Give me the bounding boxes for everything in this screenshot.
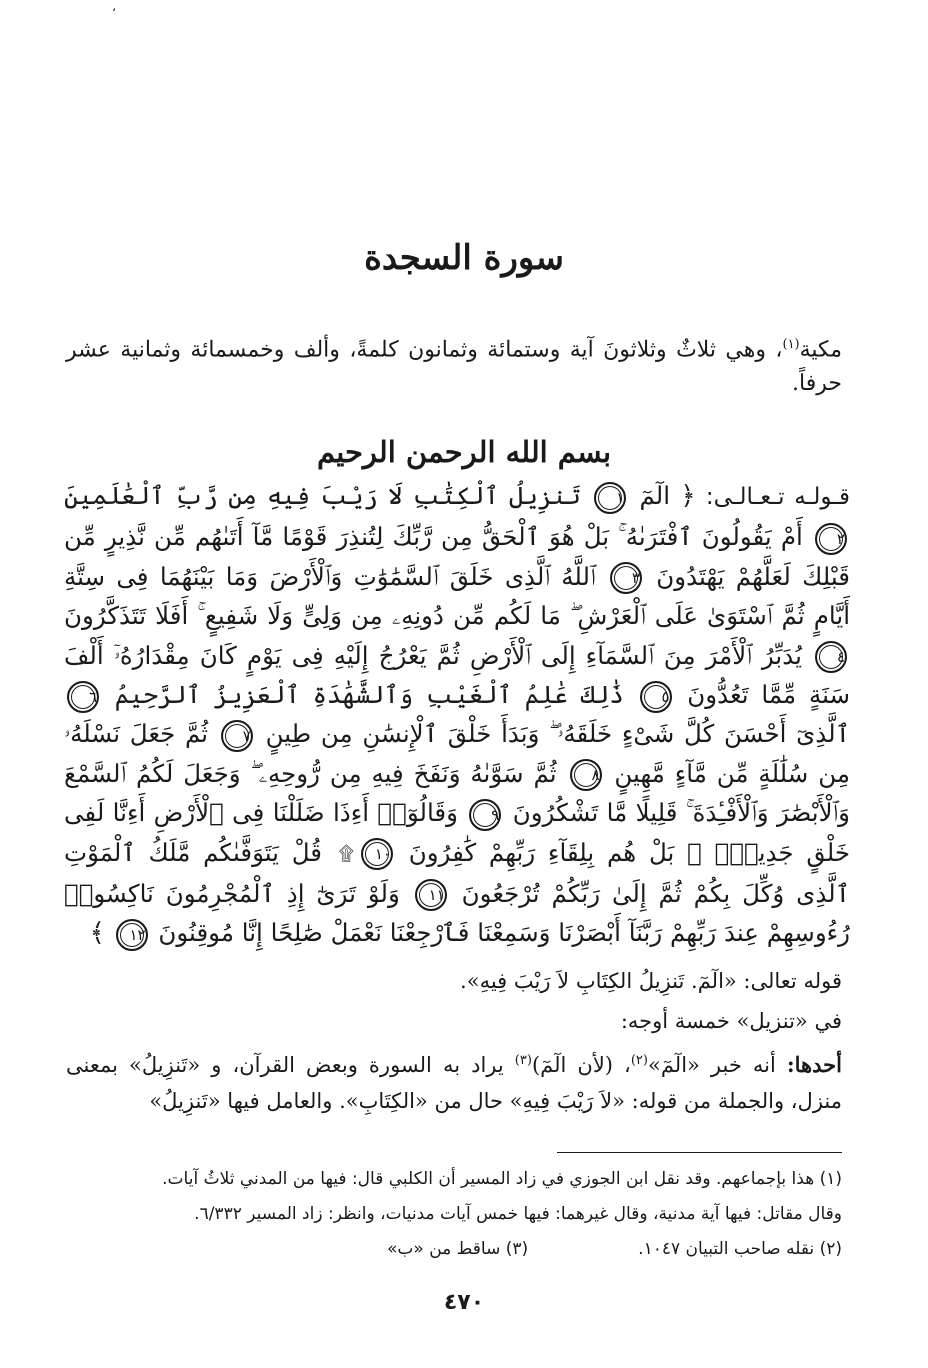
ayah-number-marker: ١١ bbox=[415, 879, 447, 911]
footnote-1-num: (١) bbox=[819, 1169, 842, 1189]
ayah-number-marker: ٥ bbox=[640, 681, 672, 713]
ayah-number-marker: ١ bbox=[594, 482, 626, 514]
footnote-2-num: (٢) bbox=[819, 1239, 842, 1259]
open-bracket: ﴿ bbox=[680, 481, 696, 511]
ayah-text: ٱللَّهُ ٱلَّذِى خَلَقَ ٱلسَّمَٰوَٰتِ وَٱلْأَرْضَ وَمَا بَيْنَهُمَا فِى سِتَّةِ أَيَّامٍ ثُمَّ ٱسْتَوَىٰ عَلَى ٱلْعَرْشِ ۖ مَا لَكُم مِّن دُونِهِۦ مِن وَلِىٍّ وَلَا شَفِيعٍ ۚ أَفَلَا تَتَذَكَّرُونَ bbox=[64, 561, 850, 631]
ayah-number-marker: ٢ bbox=[815, 523, 847, 555]
ayah-text: قُلْ يَتَوَفَّىٰكُم مَّلَكُ ٱلْمَوْتِ ٱلَّذِى وُكِّلَ بِكُمْ ثُمَّ إِلَىٰ رَبِّكُمْ تُرْجَعُونَ bbox=[64, 837, 850, 908]
intro-rest: ، وهي ثلاثٌ وثلاثونَ آية وستمائة وثمانون كلمةً، وألف وخمسمائة وثمانية عشر حرفاً. bbox=[66, 337, 842, 397]
ayah-text: وَلَوْ تَرَىٰٓ إِذِ ٱلْمُجْرِمُونَ نَاكِسُوا۟ رُءُوسِهِمْ عِندَ رَبِّهِمْ رَبَّنَآ أَبْصَرْنَا وَسَمِعْنَا فَٱرْجِعْنَا نَعْمَلْ صَٰلِحًا إِنَّا مُوقِنُونَ bbox=[64, 878, 850, 948]
ayah-number-marker: ٦ bbox=[67, 681, 99, 713]
ayah-text: الٓمٓ bbox=[629, 481, 671, 510]
ayah-text: ذَٰلِكَ عَٰلِمُ ٱلْغَيْبِ وَٱلشَّهَٰدَةِ ٱلْعَزِيزُ ٱلرَّحِيمُ bbox=[102, 680, 624, 710]
ayah-text: أَمْ يَقُولُونَ ٱفْتَرَىٰهُ ۚ بَلْ هُوَ ٱلْحَقُّ مِن رَّبِّكَ لِتُنذِرَ قَوْمًا مَّآ أَتَىٰهُم مِّن نَّذِيرٍ مِّن قَبْلِكَ لَعَلَّهُمْ يَهْتَدُونَ bbox=[64, 522, 850, 591]
footnote-ref-3: (٣) bbox=[514, 1053, 532, 1068]
ayah-number-marker: ٨ bbox=[570, 759, 602, 791]
corner-mark: ، bbox=[112, 0, 116, 14]
ayah-number-marker: ١٠ bbox=[361, 838, 393, 870]
intro-paragraph bbox=[66, 328, 842, 401]
commentary-first-aspect bbox=[66, 1043, 842, 1119]
footnote-3-text: ساقط من «ب» bbox=[386, 1239, 501, 1259]
ayah-number-marker: ٣ bbox=[610, 562, 642, 594]
commentary-aspects: في «تنزيل» خمسة أوجه: bbox=[620, 1009, 842, 1033]
footnote-1 bbox=[100, 1162, 842, 1197]
footnote-1-text: هذا بإجماعهم. وقد نقل ابن الجوزي في زاد المسير أن الكلبي قال: فيها من المدني ثلاثُ آيات. bbox=[162, 1169, 815, 1189]
footnote-3 bbox=[387, 1232, 528, 1267]
ayah-text: ثُمَّ جَعَلَ نَسْلَهُۥ مِن سُلَٰلَةٍ مِّن مَّآءٍ مَّهِينٍ bbox=[64, 719, 850, 788]
ayah-number-marker: ٤ bbox=[815, 641, 847, 673]
footnote-divider bbox=[557, 1152, 842, 1153]
ayah-text: تَنزِيلُ ٱلْكِتَٰبِ لَا رَيْبَ فِيهِ مِن رَّبِّ ٱلْعَٰلَمِينَ bbox=[64, 481, 581, 510]
ayah-text: ثُمَّ سَوَّىٰهُ وَنَفَخَ فِيهِ مِن رُّوحِهِۦ ۖ وَجَعَلَ لَكُمُ ٱلسَّمْعَ وَٱلْأَبْصَٰرَ وَٱلْأَفْـِٔدَةَ ۚ قَلِيلًا مَّا تَشْكُرُونَ bbox=[64, 758, 850, 828]
footnote-ref-1: (١) bbox=[782, 337, 800, 352]
first-aspect-head: أحدها: bbox=[786, 1052, 842, 1077]
footnote-2-text: نقله صاحب التبيان ١٠٤٧. bbox=[638, 1239, 815, 1259]
footnote-3-num: (٣) bbox=[505, 1239, 529, 1259]
ayah-number-marker: ١٢ bbox=[116, 919, 148, 951]
ayah-text: ٱلَّذِىٓ أَحْسَنَ كُلَّ شَىْءٍ خَلَقَهُۥ ۖ وَبَدَأَ خَلْقَ ٱلْإِنسَٰنِ مِن طِينٍ bbox=[255, 719, 850, 749]
intro-text: مكية bbox=[799, 337, 842, 363]
sajda-icon: ۩ bbox=[338, 841, 354, 866]
first-aspect-a: أنه خبر «الٓمٓ» bbox=[647, 1053, 776, 1077]
quran-lead: قـولـه تـعـالـى: bbox=[705, 484, 850, 510]
commentary-quote: قوله تعالى: «الٓمٓ. تَنزِيلُ الكِتَابِ لاَ رَيْبَ فِيهِ». bbox=[460, 969, 842, 993]
footnote-line-3 bbox=[100, 1232, 842, 1267]
ayah-number-marker: ٩ bbox=[469, 799, 501, 831]
ayah-segments bbox=[64, 481, 850, 947]
surah-title: سورة السجدة bbox=[364, 238, 564, 278]
ayah-text: يُدَبِّرُ ٱلْأَمْرَ مِنَ ٱلسَّمَآءِ إِلَى ٱلْأَرْضِ ثُمَّ يَعْرُجُ إِلَيْهِ فِى يَوْمٍ كَانَ مِقْدَارُهُۥٓ أَلْفَ سَنَةٍ مِّمَّا تَعُدُّونَ bbox=[64, 640, 850, 710]
ayah-number-marker: ٧ bbox=[221, 720, 253, 752]
ayah-text: وَقَالُوٓا۟ أَءِذَا ضَلَلْنَا فِى ٱلْأَرْضِ أَءِنَّا لَفِى خَلْقٍ جَدِيدٍۭ ۚ بَلْ هُم بِلِقَآءِ رَبِّهِمْ كَٰفِرُونَ bbox=[64, 798, 851, 867]
footnotes bbox=[100, 1162, 842, 1267]
footnote-ref-2: (٢) bbox=[630, 1053, 648, 1068]
footnote-2 bbox=[638, 1232, 842, 1267]
footnote-1-continued: وقال مقاتل: فيها آية مدنية، وقال غيرهما: فيها خمس آيات مدنيات، وانظر: زاد المسير ٦/٣٣٢. bbox=[194, 1204, 842, 1224]
first-aspect-b: ، (لأن الٓمٓ) bbox=[531, 1053, 631, 1077]
page-number: ٤٧٠ bbox=[443, 1290, 485, 1315]
basmala: بسم الله الرحمن الرحيم bbox=[316, 435, 612, 469]
commentary bbox=[66, 963, 842, 1119]
first-aspect-c: يراد به السورة وبعض القرآن، و «تَنزِيلُ» بمعنى منزل، والجملة من قوله: «لاَ رَيْبَ فِيهِ» حال من «الكِتَابِ». والعامل فيها «تَنزِيلُ» bbox=[66, 1053, 842, 1113]
close-bracket: ﴾ bbox=[89, 918, 105, 949]
quran-passage bbox=[64, 476, 850, 954]
